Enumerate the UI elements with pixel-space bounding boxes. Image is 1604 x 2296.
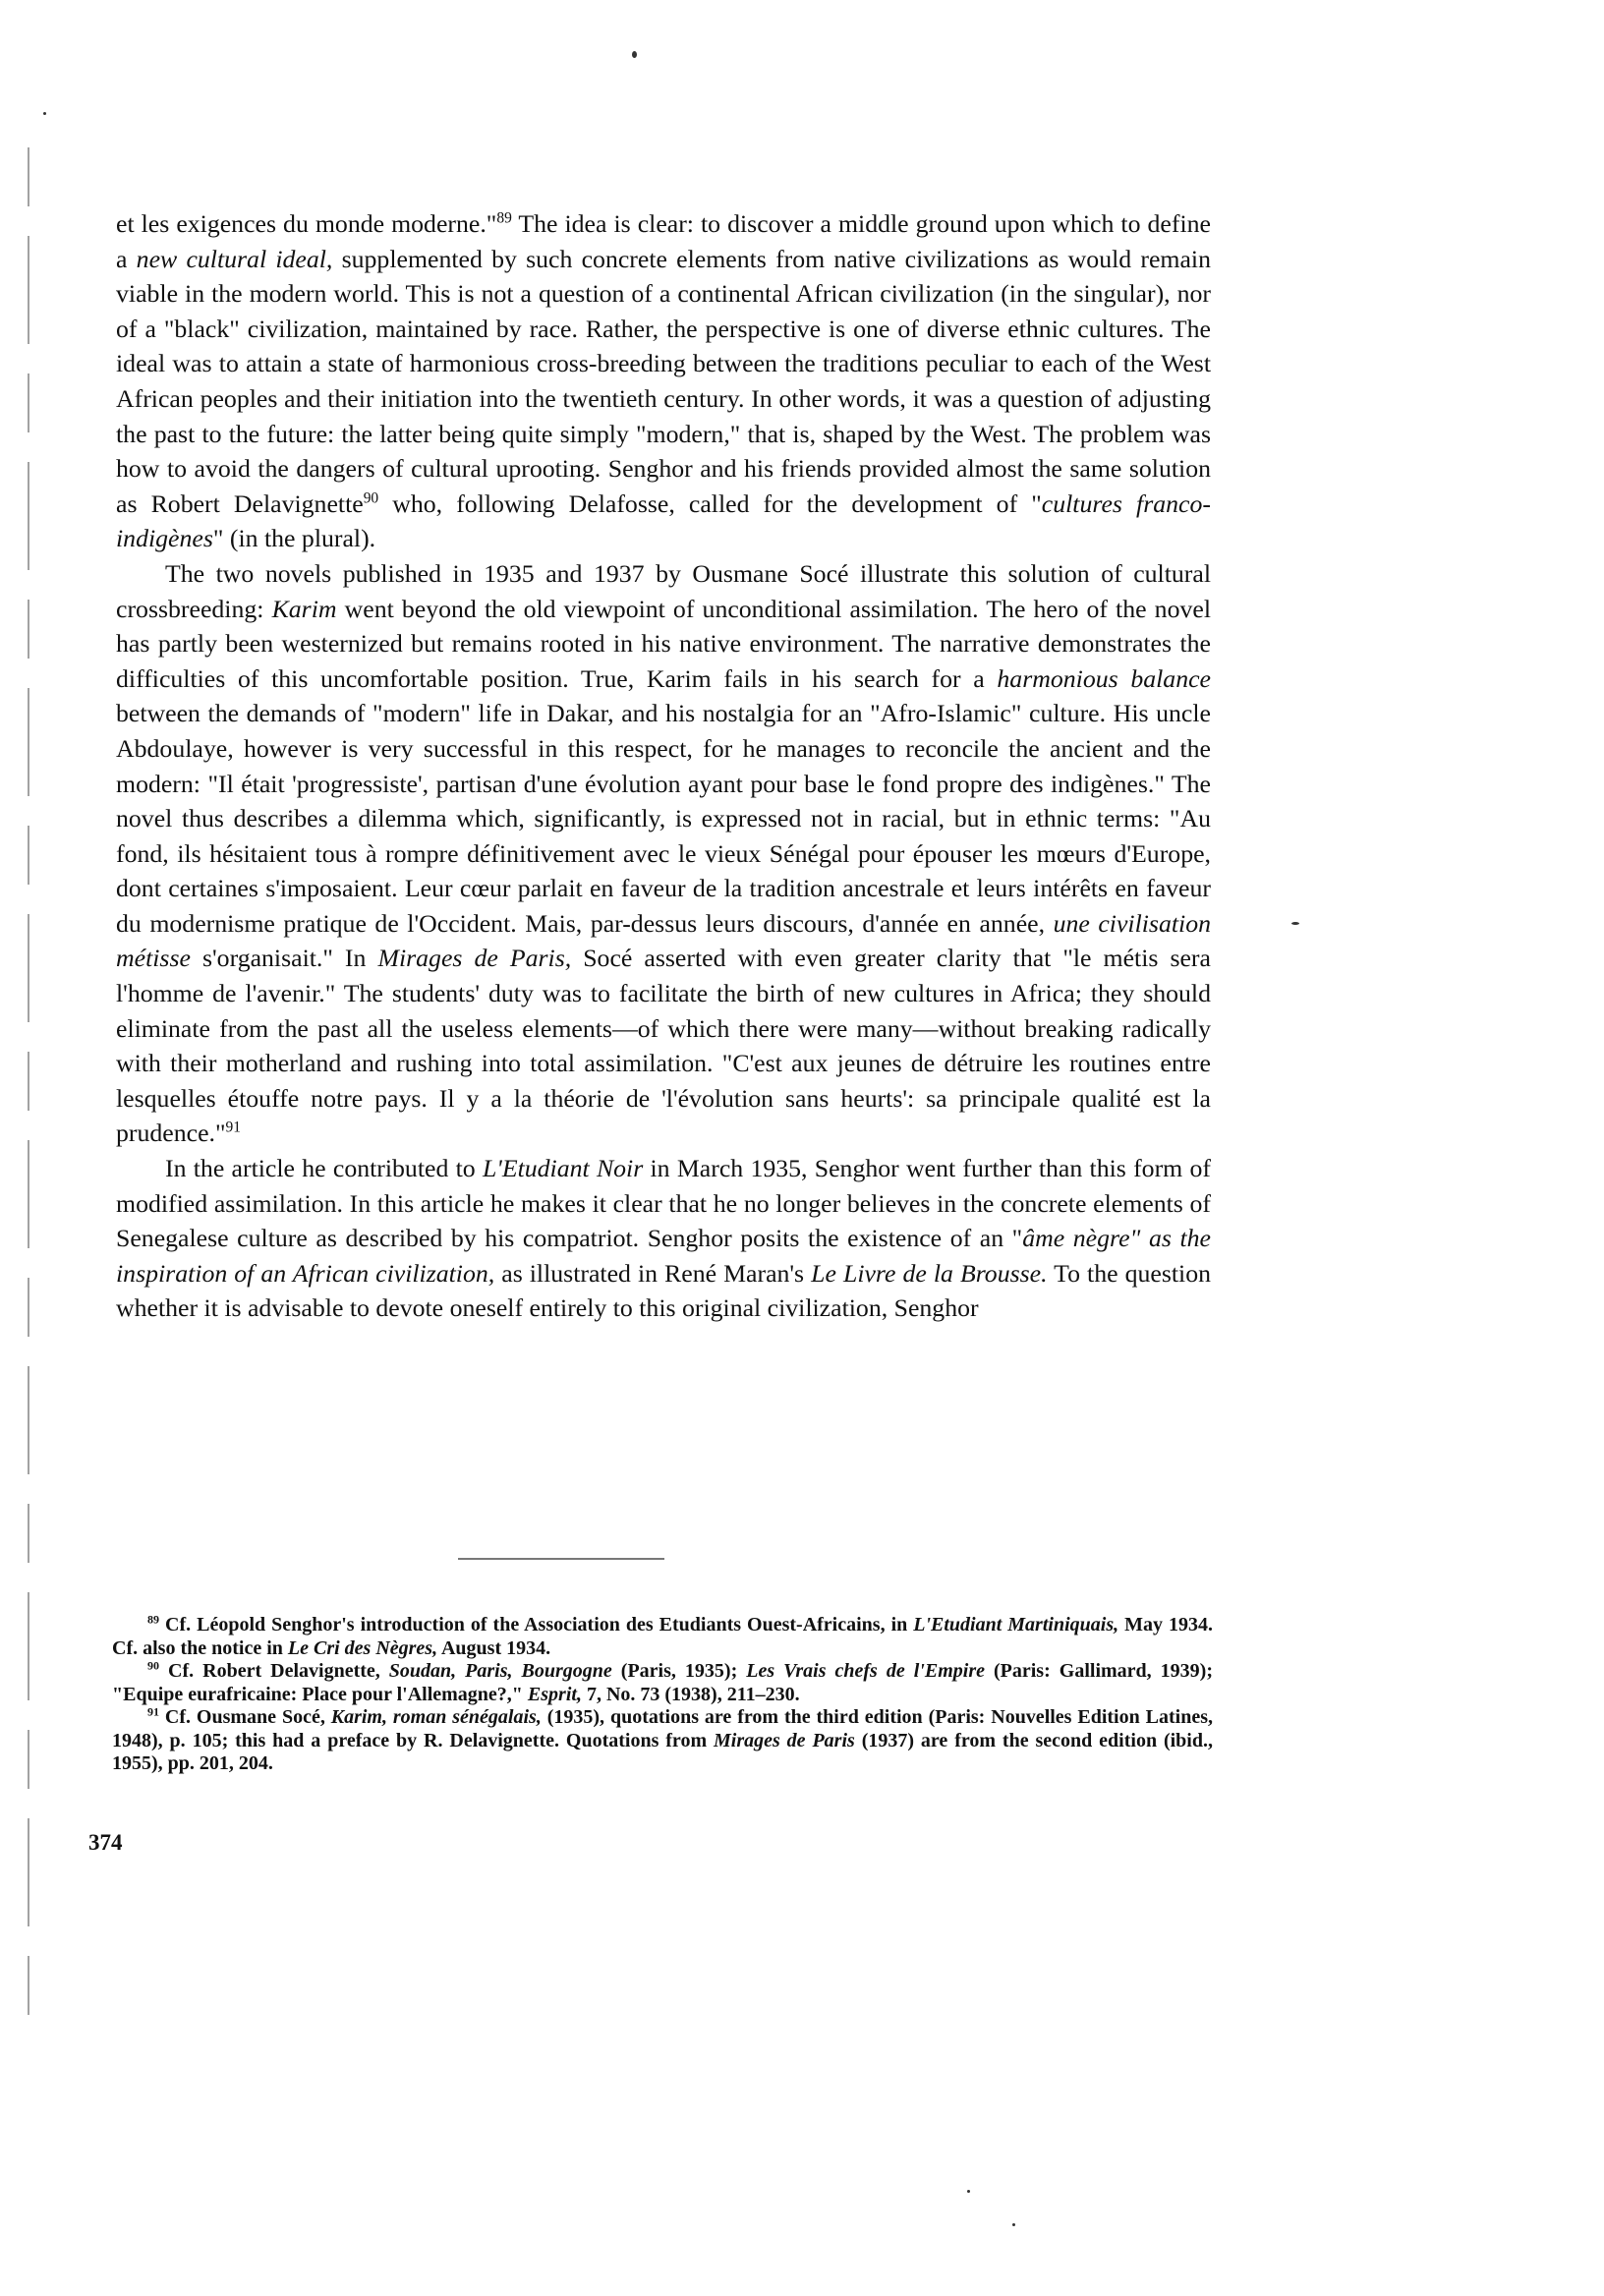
footnote-marker: 91 [225,1119,241,1136]
footnote-marker: 89 [496,209,512,227]
page-number: 374 [88,1830,123,1855]
footnote-marker: 89 [147,1612,159,1627]
text-run: August 1934. [437,1636,551,1659]
text-run: went beyond the old viewpoint of unconditional assimilation. The hero of the novel has partly been westernized but remains rooted in his native environment. The narrative demonstrates the difficulties of this uncomfortable position. True, Karim fails in his search for a [116,594,1211,693]
text-run: The two novels published in 1935 and 1937 by Ousmane Socé illustrate this solution of cultural crossbreeding: [116,558,1211,623]
italic-text: cultures franco-indigènes [116,488,1211,553]
italic-text: Soudan, Paris, Bourgogne [388,1660,612,1682]
scan-speck [43,112,46,115]
text-run: in March 1935, Senghor went further than this form of modified assimilation. In this article he makes it clear that he no longer believes in the concrete elements of Senegalese culture as described by his compatriot. Senghor posits the existence of an " [116,1154,1211,1253]
italic-text: Karim, roman sénégalais, [330,1706,542,1728]
footnote [112,1660,1213,1706]
text-run: supplemented by such concrete elements from native civilizations as would remain viable in the modern world. This is not a question of a continental African civilization (in the singular), nor of a "black" civilization, maintained by race. Rather, the perspective is one of diverse ethnic cultures. The ideal was to attain a state of harmonious cross-breeding between the traditions peculiar to each of the West African peoples and their initiation into the twentieth century. In other words, it was a question of adjusting the past to the future: the latter being quite simply "modern," that is, shaped by the West. The problem was how to avoid the dangers of cultural uprooting. Senghor and his friends provided almost the same solution as Robert Delavignette [116,244,1211,518]
italic-text: Karim [271,594,337,623]
text-run: between the demands of "modern" life in Dakar, and his nostalgia for an "Afro-Islamic" culture. His uncle Abdoulaye, however is very successful in this respect, for he manages to reconcile the ancient and the modern: "Il était 'progressiste', partisan d'une évolution ayant pour base le fond propre des indigènes." The novel thus describes a dilemma which, significantly, is expressed not in racial, but in ethnic terms: "Au fond, ils hésitaient tous à rompre définitivement avec le vieux Sénégal pour épouser les mœurs d'Europe, dont certaines s'imposaient. Leur cœur parlait en faveur de la tradition ancestrale et leurs intérêts en faveur du modernisme pratique de l'Occident. Mais, par-dessus leurs discours, d'année en année, [116,699,1211,938]
scan-speck [1291,922,1299,925]
paragraph [116,206,1211,556]
text-run: et les exigences du monde moderne." [116,209,497,238]
italic-text: Esprit, [527,1683,582,1705]
italic-text: Le Cri des Nègres, [287,1636,438,1659]
text-run: " (in the plural). [212,524,376,553]
footnote [112,1706,1213,1776]
italic-text: new cultural ideal, [136,244,333,273]
scan-speck [1012,2223,1015,2226]
footnotes [112,1614,1213,1776]
text-run: In the article he contributed to [165,1154,483,1183]
scan-speck [632,51,637,58]
text-run: (1937) are from the second edition (ibid., 1955), pp. 201, 204. [112,1729,1213,1774]
text-run: (Paris: Gallimard, 1939); "Equipe eurafricaine: Place pour l'Allemagne?," [112,1660,1213,1705]
footnote [112,1614,1213,1660]
italic-text: L'Etudiant Noir [482,1154,644,1183]
text-run: Cf. Ousmane Socé, [159,1706,331,1728]
footnote-marker: 91 [147,1704,159,1719]
italic-text: Les Vrais chefs de l'Empire [746,1660,985,1682]
text-run: 7, No. 73 (1938), 211–230. [581,1683,800,1705]
scan-edge-shadow [28,147,29,2015]
body-text [116,206,1211,1326]
italic-text: âme nègre" as the inspiration of an African civilization, [116,1224,1211,1288]
text-run: (1935), quotations are from the third edition (Paris: Nouvelles Edition Latines, 1948), p. 105; this had a preface by R. Delavignette. Quotations from [112,1706,1213,1751]
text-run: The idea is clear: to discover a middle ground upon which to define a [116,209,1211,273]
italic-text: L'Etudiant Martiniquais, [913,1614,1119,1636]
text-run: Cf. Robert Delavignette, [159,1660,389,1682]
italic-text: Mirages de Paris [714,1729,855,1751]
footnote-divider [458,1558,664,1560]
italic-text: Mirages de Paris, [377,944,572,973]
text-run: s'organisait." In [190,944,378,973]
italic-text: Le Livre de la Brousse. [811,1258,1048,1288]
italic-text: harmonious balance [997,663,1211,693]
text-run: May 1934. Cf. also the notice in [112,1614,1213,1659]
text-run: To the question whether it is advisable to devote oneself entirely to this original civilization, Senghor [116,1258,1211,1323]
text-run: (Paris, 1935); [611,1660,747,1682]
scan-speck [967,2190,970,2193]
text-run: as illustrated in René Maran's [494,1258,812,1288]
italic-text: une civilisation métisse [116,908,1211,973]
text-run: Socé asserted with even greater clarity that "le métis sera l'homme de l'avenir." The students' duty was to facilitate the birth of new cultures in Africa; they should eliminate from the past all the useless elements—of which there were many—without breaking radically with their motherland and rushing into total assimilation. "C'est aux jeunes de détruire les routines entre lesquelles étouffe notre pays. Il y a la théorie de 'l'évolution sans heurts': sa principale qualité est la prudence." [116,944,1211,1148]
footnote-marker: 90 [147,1658,159,1673]
text-run: who, following Delafosse, called for the development of " [378,488,1042,518]
paragraph [116,556,1211,1151]
text-run: Cf. Léopold Senghor's introduction of the Association des Etudiants Ouest-Africains, in [159,1614,914,1636]
paragraph [116,1151,1211,1326]
footnote-marker: 90 [363,489,379,507]
